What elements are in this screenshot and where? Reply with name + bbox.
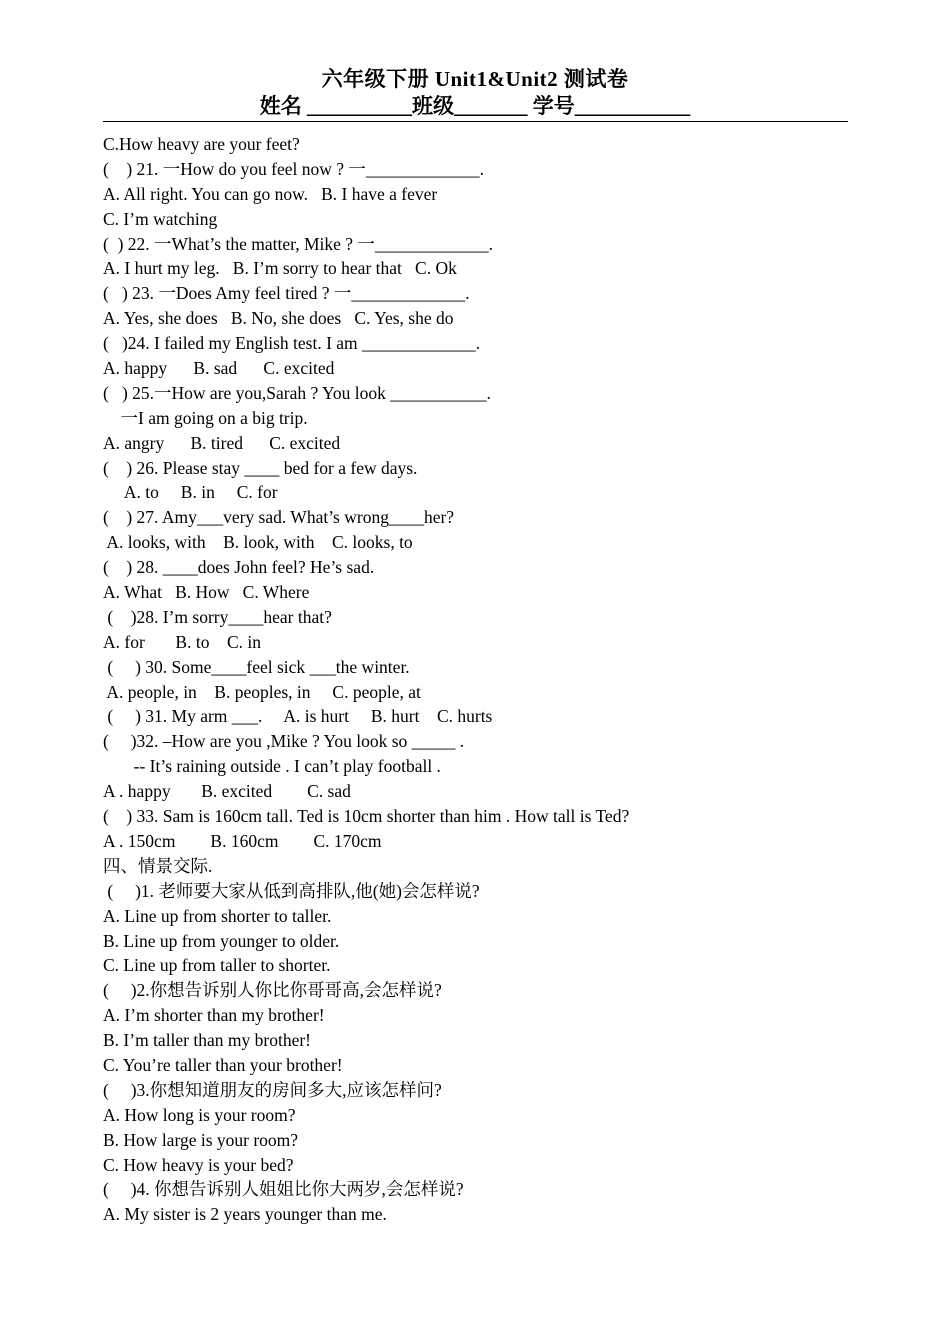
text-line: 一I am going on a big trip.: [103, 407, 308, 428]
text-line: A. to B. in C. for: [103, 482, 278, 503]
text-line: C.How heavy are your feet?: [103, 134, 300, 154]
text-line: C. How heavy is your bed?: [103, 1154, 294, 1175]
header-divider: [103, 121, 848, 122]
text-line: ( )4. 你想告诉别人姐姐比你大两岁,会怎样说?: [103, 1179, 464, 1200]
text-line: A. looks, with B. look, with C. looks, to: [103, 532, 413, 553]
text-line: A. for B. to C. in: [103, 631, 261, 652]
text-line: B. I’m taller than my brother!: [103, 1030, 311, 1051]
text-line: A. happy B. sad C. excited: [103, 358, 335, 379]
text-line: A. All right. You can go now. B. I have a fever: [103, 183, 438, 204]
text-line: ( ) 27. Amy___very sad. What’s wrong____her?: [103, 507, 455, 528]
text-line: A. How long is your room?: [103, 1104, 296, 1125]
student-info-line: 姓名 __________班级_______ 学号___________: [259, 94, 691, 118]
text-line: ( ) 28. ____does John feel? He’s sad.: [103, 557, 375, 578]
text-line: ( ) 30. Some____feel sick ___the winter.: [103, 656, 410, 677]
text-line: A. Line up from shorter to taller.: [103, 905, 332, 926]
text-line: A. My sister is 2 years younger than me.: [103, 1204, 387, 1225]
text-line: ( )3.你想知道朋友的房间多大,应该怎样问?: [103, 1079, 442, 1100]
text-line: C. Line up from taller to shorter.: [103, 955, 331, 976]
text-line: ( ) 33. Sam is 160cm tall. Ted is 10cm shorter than him . How tall is Ted?: [103, 806, 630, 827]
text-line: A. I hurt my leg. B. I’m sorry to hear that C. Ok: [103, 258, 457, 279]
text-line: -- It’s raining outside . I can’t play football .: [103, 756, 441, 777]
text-line: A. What B. How C. Where: [103, 582, 310, 603]
text-line: C. You’re taller than your brother!: [103, 1054, 343, 1075]
text-line: ( ) 25.一How are you,Sarah ? You look ___________.: [103, 382, 491, 403]
text-line: ( ) 31. My arm ___. A. is hurt B. hurt C. hurts: [103, 706, 493, 727]
page-title: 六年级下册 Unit1&Unit2 测试卷: [321, 67, 629, 91]
text-line: A. angry B. tired C. excited: [103, 432, 341, 453]
text-line: A . happy B. excited C. sad: [103, 781, 351, 802]
question-list: [103, 132, 863, 1227]
text-line: 四、情景交际.: [103, 855, 213, 876]
text-line: ( ) 23. 一Does Amy feel tired ? 一_____________.: [103, 283, 470, 304]
text-line: ( )24. I failed my English test. I am _____________.: [103, 333, 481, 354]
text-line: ( )2.你想告诉别人你比你哥哥高,会怎样说?: [103, 980, 442, 1001]
text-line: ( ) 26. Please stay ____ bed for a few days.: [103, 457, 418, 478]
text-line: ( ) 21. 一How do you feel now ? 一_____________.: [103, 158, 485, 179]
text-line: A. Yes, she does B. No, she does C. Yes, she do: [103, 308, 454, 329]
text-line: A. people, in B. peoples, in C. people, at: [103, 681, 421, 702]
text-line: ( )32. –How are you ,Mike ? You look so _____ .: [103, 731, 465, 752]
text-line: A. I’m shorter than my brother!: [103, 1005, 325, 1026]
text-line: ( ) 22. 一What’s the matter, Mike ? 一_____________.: [103, 233, 494, 254]
text-line: ( )1. 老师要大家从低到高排队,他(她)会怎样说?: [103, 880, 480, 901]
text-line: C. I’m watching: [103, 208, 218, 229]
text-line: A . 150cm B. 160cm C. 170cm: [103, 830, 382, 851]
text-line: B. How large is your room?: [103, 1129, 299, 1150]
text-line: B. Line up from younger to older.: [103, 930, 340, 951]
text-line: ( )28. I’m sorry____hear that?: [103, 606, 332, 627]
